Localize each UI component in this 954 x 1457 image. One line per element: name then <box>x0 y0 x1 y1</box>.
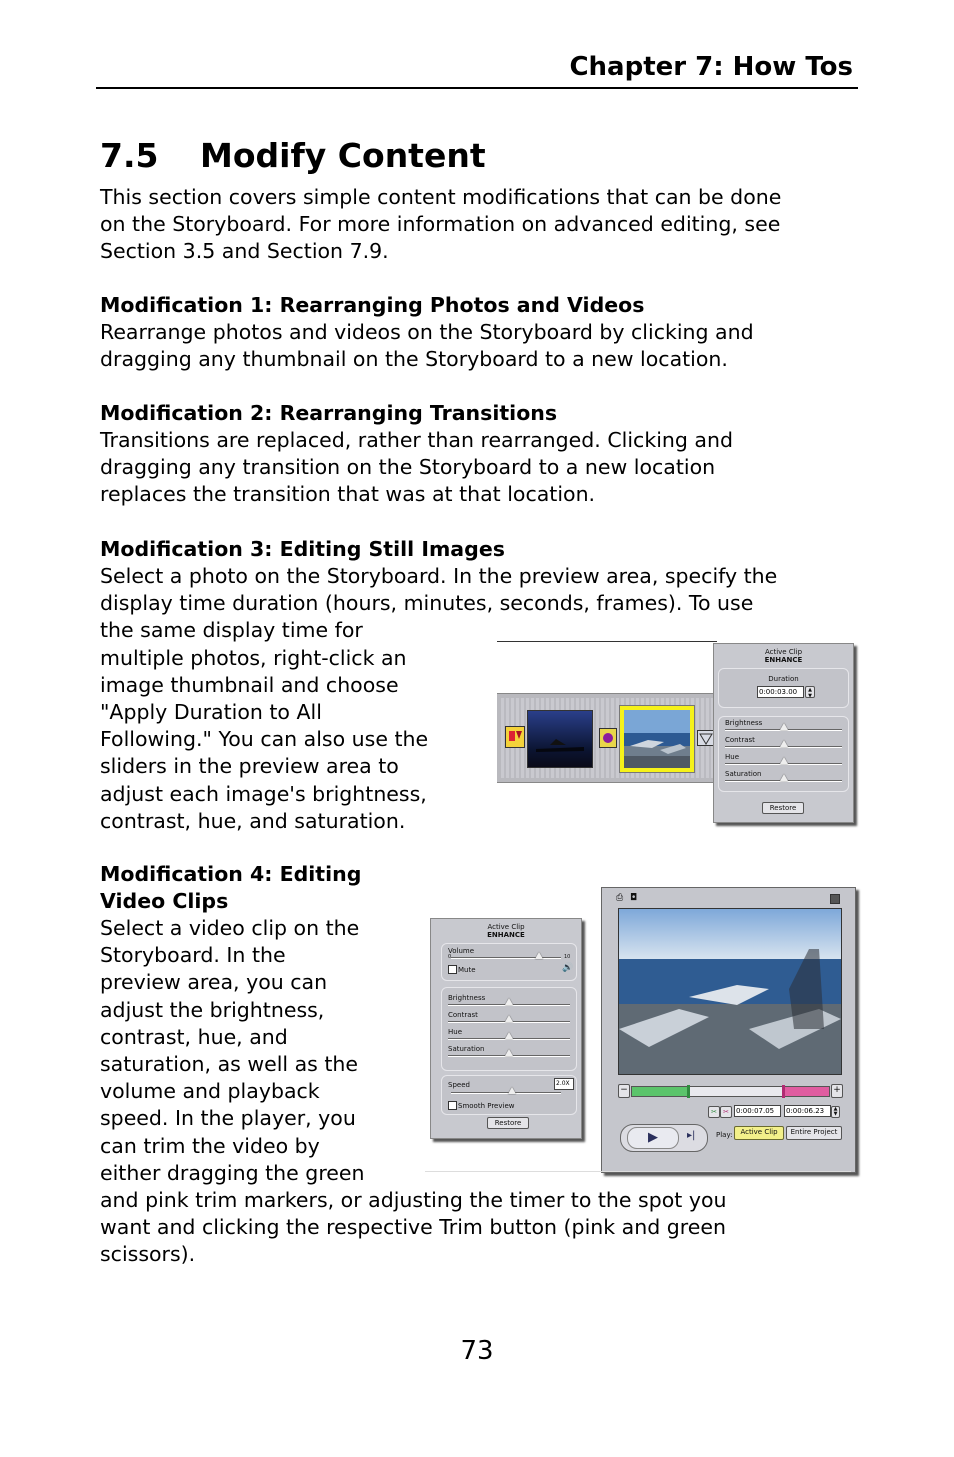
video-thumbnail[interactable] <box>527 710 593 768</box>
scissors-green-icon: ✂ <box>711 1108 717 1116</box>
trim-end-time-field[interactable]: 0:00:06.23 <box>784 1105 831 1117</box>
page-number: 73 <box>460 1336 494 1366</box>
mod3-line: multiple photos, right-click an <box>100 645 407 670</box>
mod1-line: dragging any thumbnail on the Storyboard to a new location. <box>100 347 728 372</box>
mod3-line: sliders in the preview area to <box>100 754 399 779</box>
mod2-line: Transitions are replaced, rather than rearranged. Clicking and <box>100 428 733 452</box>
play-button[interactable] <box>627 1127 679 1149</box>
mod3-line: contrast, hue, and saturation. <box>100 808 406 833</box>
carrier-deck-image <box>624 710 690 768</box>
mod3-line: Select a photo on the Storyboard. In the preview area, specify the <box>100 564 778 588</box>
mod4-line: Select a video clip on the <box>100 916 360 940</box>
time-spinner[interactable]: ▲ ▼ <box>831 1106 840 1118</box>
slider-knob[interactable] <box>505 1049 513 1056</box>
duration-label: Duration <box>768 675 799 683</box>
transition-icon <box>506 727 524 747</box>
mod2-heading: Modification 2: Rearranging Transitions <box>100 401 558 425</box>
mod1-line: Rearrange photos and videos on the Storyboard by clicking and <box>100 320 754 344</box>
fullscreen-icon[interactable] <box>830 894 840 904</box>
mod4-line: speed. In the player, you <box>100 1106 356 1131</box>
trim-green-region <box>632 1087 687 1096</box>
mod3-line: image thumbnail and choose <box>100 672 399 697</box>
mod4-heading <box>100 861 361 915</box>
mod4-line: can trim the video by <box>100 1133 320 1158</box>
video-player <box>601 887 856 1173</box>
trim-start-marker[interactable] <box>687 1085 690 1098</box>
slider-knob[interactable] <box>505 998 513 1005</box>
slider-knob[interactable] <box>780 774 788 781</box>
panel-title-2: ENHANCE <box>764 656 803 664</box>
slider-label: Hue <box>448 1028 463 1036</box>
volume-slider-knob[interactable] <box>535 952 543 959</box>
duration-spinner[interactable] <box>805 686 815 698</box>
transition-thumbnail[interactable] <box>599 728 617 748</box>
trim-end-marker[interactable] <box>782 1085 785 1098</box>
mod4-line: preview area, you can <box>100 970 328 995</box>
figure-top-rule <box>497 641 717 642</box>
slider-label: Brightness <box>448 994 486 1002</box>
trim-start-time-field[interactable]: 0:00:07.05 <box>734 1105 781 1117</box>
mod4-line: adjust the brightness, <box>100 997 325 1022</box>
speed-group <box>441 1075 577 1115</box>
slider-label: Contrast <box>725 736 755 744</box>
intro-paragraph <box>100 184 781 266</box>
volume-min: 0 <box>448 954 452 960</box>
slider-knob[interactable] <box>780 757 788 764</box>
mute-checkbox[interactable] <box>448 965 457 974</box>
panel-title-1: Active Clip <box>764 648 803 656</box>
video-preview <box>618 908 842 1075</box>
enhance-panel <box>713 643 854 823</box>
mod4-heading-line: Modification 4: Editing <box>100 862 362 886</box>
panel-title-1: Active Clip <box>487 923 525 931</box>
storyboard-enhance-figure <box>497 641 854 823</box>
duration-field[interactable]: 0:00:03.00 <box>757 686 804 698</box>
section-title-text: Modify Content <box>200 136 486 175</box>
storyboard-track <box>501 698 715 778</box>
transition-thumbnail[interactable] <box>505 726 525 748</box>
mod4-line: scissors). <box>100 1242 196 1267</box>
speaker-icon: 🔊 <box>562 963 574 973</box>
speed-slider-knob[interactable] <box>508 1087 516 1094</box>
figure-bottom-rule <box>425 1171 851 1172</box>
carrier-deck-video-frame <box>619 909 841 1074</box>
spinner-icon: ▲ ▼ <box>808 687 812 699</box>
mod3-heading: Modification 3: Editing Still Images <box>100 537 505 561</box>
slider-label: Brightness <box>725 719 763 727</box>
play-icon: ▶ <box>648 1130 658 1145</box>
smooth-preview-checkbox[interactable] <box>448 1101 457 1110</box>
intro-line: Section 3.5 and Section 7.9. <box>100 239 389 264</box>
mod4-line: either dragging the green <box>100 1160 365 1185</box>
jet-silhouette-image <box>528 711 592 767</box>
trim-pink-region <box>782 1087 829 1096</box>
section-number: 7.5 <box>100 136 159 175</box>
adjust-group <box>441 987 577 1071</box>
camera-icon[interactable]: ◘ <box>630 893 638 903</box>
mod3-line: Following." You can also use the <box>100 727 429 752</box>
slider-knob[interactable] <box>505 1015 513 1022</box>
speed-label: Speed <box>448 1081 470 1089</box>
restore-button[interactable]: Restore <box>487 1117 529 1129</box>
chapter-header: Chapter 7: How Tos <box>569 52 853 82</box>
panel-title-2: ENHANCE <box>487 931 525 939</box>
snapshot-icon[interactable]: ⎙ <box>616 893 624 903</box>
mod4-line: saturation, as well as the <box>100 1052 359 1077</box>
volume-slider[interactable] <box>451 957 561 959</box>
video-enhance-figure <box>425 887 855 1173</box>
section-title <box>100 134 486 178</box>
intro-line: on the Storyboard. For more information on advanced editing, see <box>100 212 781 237</box>
slider-label: Contrast <box>448 1011 478 1019</box>
volume-group <box>441 943 577 981</box>
mod4-line: and pink trim markers, or adjusting the timer to the spot you <box>100 1188 727 1213</box>
mod2-line: replaces the transition that was at that location. <box>100 482 596 507</box>
scissors-pink-icon: ✂ <box>723 1108 729 1116</box>
header-rule <box>96 87 858 89</box>
slider-label: Saturation <box>448 1045 485 1053</box>
adjust-group <box>718 716 849 792</box>
trim-end-scissors-button[interactable] <box>720 1106 732 1118</box>
slider-knob[interactable] <box>780 740 788 747</box>
slider-knob[interactable] <box>780 723 788 730</box>
trim-timeline[interactable] <box>631 1086 830 1097</box>
slider-label: Hue <box>725 753 740 761</box>
selected-photo-thumbnail[interactable] <box>620 706 694 772</box>
speed-field[interactable]: 2.0X <box>554 1078 574 1090</box>
mod3-line: adjust each image's brightness, <box>100 781 427 806</box>
mod2-line: dragging any transition on the Storyboard to a new location <box>100 455 716 480</box>
speed-slider[interactable] <box>451 1092 561 1094</box>
duration-group <box>718 668 849 708</box>
mod3-line: "Apply Duration to All <box>100 700 322 725</box>
slider-knob[interactable] <box>505 1032 513 1039</box>
active-clip-button[interactable]: Active Clip <box>734 1126 784 1140</box>
storyboard-strip <box>497 693 719 783</box>
transition-arrow-icon <box>698 732 714 746</box>
mod1-paragraph <box>100 319 754 373</box>
mod4-line: Storyboard. In the <box>100 943 286 968</box>
mute-label: Mute <box>458 966 476 974</box>
mod4-line: contrast, hue, and <box>100 1024 288 1049</box>
restore-button[interactable]: Restore <box>762 802 804 814</box>
mod4-line: want and clicking the respective Trim button (pink and green <box>100 1215 726 1240</box>
zoom-in-button[interactable]: + <box>831 1084 843 1098</box>
intro-line: This section covers simple content modifications that can be done <box>100 185 782 209</box>
zoom-out-button[interactable]: − <box>618 1084 630 1098</box>
play-label: Play: <box>716 1131 733 1139</box>
entire-project-button[interactable]: Entire Project <box>786 1126 842 1140</box>
mod1-heading: Modification 1: Rearranging Photos and Videos <box>100 293 645 317</box>
volume-label: Volume <box>448 947 475 955</box>
trim-start-scissors-button[interactable] <box>708 1106 720 1118</box>
mod4-heading-line: Video Clips <box>100 889 229 914</box>
mod3-line: the same display time for <box>100 618 363 643</box>
step-forward-icon[interactable]: ▸| <box>687 1130 696 1141</box>
volume-max: 10 <box>564 954 571 960</box>
mod2-paragraph <box>100 427 733 509</box>
smooth-preview-label: Smooth Preview <box>458 1102 515 1110</box>
mod3-line: display time duration (hours, minutes, seconds, frames). To use <box>100 591 754 616</box>
slider-label: Saturation <box>725 770 762 778</box>
transport-controls <box>620 1124 708 1152</box>
video-enhance-panel <box>430 918 582 1139</box>
mod4-line: volume and playback <box>100 1079 320 1104</box>
transition-dot-icon <box>600 729 616 747</box>
